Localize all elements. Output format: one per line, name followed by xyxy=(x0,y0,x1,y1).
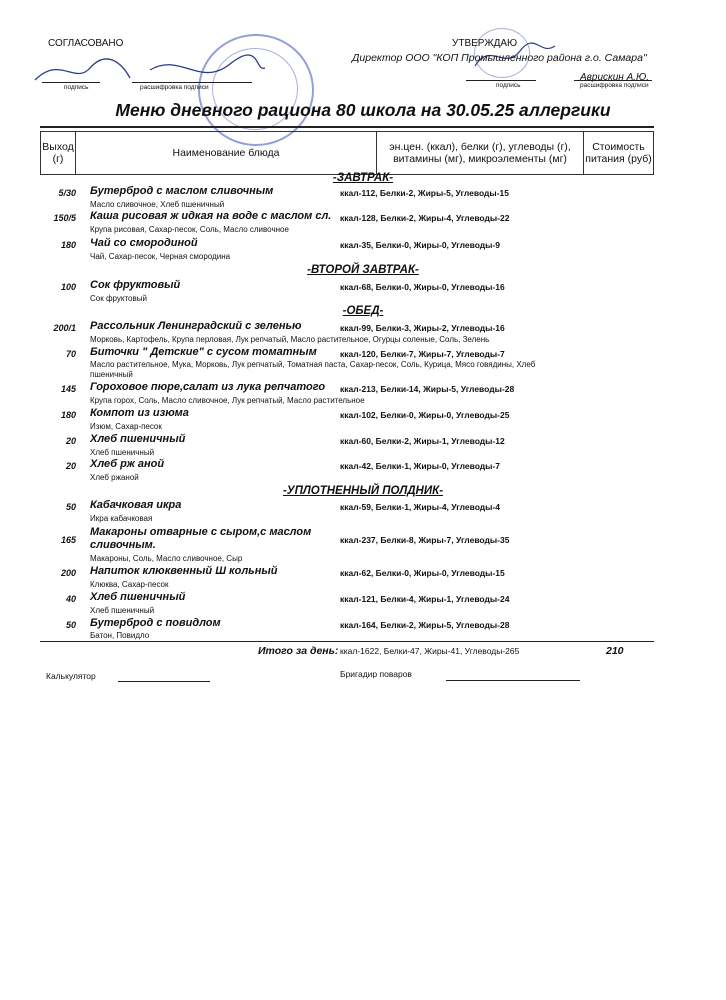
item-nutrition: ккал-128, Белки-2, Жиры-4, Углеводы-22 xyxy=(340,213,510,223)
item-out: 145 xyxy=(60,384,76,394)
item-nutrition: ккал-112, Белки-2, Жиры-5, Углеводы-15 xyxy=(340,188,509,198)
item-name: Кабачковая икра xyxy=(90,499,182,511)
item-name: Компот из изюма xyxy=(90,407,189,419)
section-title: -ОБЕД- xyxy=(342,305,384,317)
calculator-signature-line xyxy=(118,681,210,682)
item-out: 200 xyxy=(60,568,76,578)
item-nutrition: ккал-102, Белки-0, Жиры-0, Углеводы-25 xyxy=(340,410,510,420)
signature-caption-right: подпись xyxy=(496,82,521,89)
page-title: Меню дневного рациона 80 школа на 30.05.25 аллергики xyxy=(115,100,611,120)
item-name: Хлеб рж аной xyxy=(90,458,165,470)
item-ingredients: Клюква, Сахар-песок xyxy=(90,580,169,589)
signature-decode-caption-right: расшифровка подписи xyxy=(580,82,649,89)
item-ingredients: Масло сливочное, Хлеб пшеничный xyxy=(90,200,225,209)
item-out: 180 xyxy=(60,240,76,250)
item-nutrition: ккал-59, Белки-1, Жиры-4, Углеводы-4 xyxy=(340,502,500,512)
item-ingredients: Изюм, Сахар-песок xyxy=(90,422,162,431)
approved-right-label: УТВЕРЖДАЮ xyxy=(452,38,518,49)
approved-left-label: СОГЛАСОВАНО xyxy=(48,38,124,49)
item-ingredients: Сок фруктовый xyxy=(90,294,147,303)
item-ingredients: Макароны, Соль, Масло сливочное, Сыр xyxy=(90,554,243,563)
chief-cook-label: Бригадир поваров xyxy=(340,669,412,679)
item-ingredients: Крупа рисовая, Сахар-песок, Соль, Масло сливочное xyxy=(90,225,289,234)
item-ingredients: Масло растительное, Мука, Морковь, Лук репчатый, Томатная паста, Сахар-песок, Соль, Курица, Мясо говядины, Хлеб пшеничный xyxy=(90,360,536,379)
item-nutrition: ккал-120, Белки-7, Жиры-7, Углеводы-7 xyxy=(340,349,505,359)
item-out: 180 xyxy=(60,410,76,420)
item-name: Сок фруктовый xyxy=(90,279,181,291)
total-label: Итого за день: xyxy=(258,645,339,657)
item-name: Каша рисовая ж идкая на воде с маслом сл. xyxy=(90,210,332,222)
signature-caption: подпись xyxy=(64,84,89,91)
item-ingredients: Хлеб ржаной xyxy=(90,473,139,482)
item-ingredients: Крупа горох, Соль, Масло сливочное, Лук репчатый, Масло растительное xyxy=(90,396,365,405)
item-out: 100 xyxy=(60,282,76,292)
item-out: 165 xyxy=(60,535,76,545)
signature-decode-caption: расшифровка подписи xyxy=(140,84,209,91)
section-title: -ВТОРОЙ ЗАВТРАК- xyxy=(307,264,419,276)
item-out: 150/5 xyxy=(53,213,76,223)
section-title: -ЗАВТРАК- xyxy=(332,172,394,184)
item-name: Бутерброд с маслом сливочным xyxy=(90,185,274,197)
item-ingredients: Морковь, Картофель, Крупа перловая, Лук репчатый, Масло растительное, Огурцы соленые, Соль, Зелень xyxy=(90,335,490,344)
col-cost: Стоимость питания (руб) xyxy=(583,131,654,175)
director-name: Аврискин А.Ю. xyxy=(580,72,650,83)
col-out: Выход (г) xyxy=(40,131,76,175)
item-nutrition: ккал-60, Белки-2, Жиры-1, Углеводы-12 xyxy=(340,436,505,446)
item-ingredients: Хлеб пшеничный xyxy=(90,448,155,457)
item-name: Рассольник Ленинградский с зеленью xyxy=(90,320,302,332)
col-nutrition: эн.цен. (ккал), белки (г), углеводы (г), витамины (мг), микроэлементы (мг) xyxy=(376,131,584,175)
item-out: 50 xyxy=(65,620,76,630)
item-nutrition: ккал-62, Белки-0, Жиры-0, Углеводы-15 xyxy=(340,568,505,578)
item-out: 200/1 xyxy=(53,323,76,333)
item-ingredients: Чай, Сахар-песок, Черная смородина xyxy=(90,252,231,261)
item-nutrition: ккал-99, Белки-3, Жиры-2, Углеводы-16 xyxy=(340,323,505,333)
director-title: Директор ООО "КОП Промышленного района г.о. Самара" xyxy=(352,52,647,64)
item-name: Биточки " Детские" с сусом томатным xyxy=(90,346,317,358)
table-header xyxy=(40,131,654,175)
divider xyxy=(40,126,654,128)
chief-cook-signature-line xyxy=(446,680,580,681)
item-out: 5/30 xyxy=(58,188,76,198)
item-nutrition: ккал-213, Белки-14, Жиры-5, Углеводы-28 xyxy=(340,384,515,394)
item-nutrition: ккал-42, Белки-1, Жиры-0, Углеводы-7 xyxy=(340,461,500,471)
signature-decode-line-right xyxy=(574,80,652,81)
total-cost: 210 xyxy=(606,645,624,657)
item-ingredients: Батон, Повидло xyxy=(90,631,150,640)
total-nutrition: ккал-1622, Белки-47, Жиры-41, Углеводы-265 xyxy=(340,646,520,656)
signature-line-right xyxy=(466,80,536,81)
col-name: Наименование блюда xyxy=(75,131,377,175)
item-out: 20 xyxy=(65,461,76,471)
item-name: Чай со смородиной xyxy=(90,237,198,249)
item-ingredients: Хлеб пшеничный xyxy=(90,606,155,615)
signature-decode-line xyxy=(132,82,252,83)
item-nutrition: ккал-237, Белки-8, Жиры-7, Углеводы-35 xyxy=(340,535,510,545)
item-name: Напиток клюквенный Ш кольный xyxy=(90,565,278,577)
item-ingredients: Икра кабачковая xyxy=(90,514,153,523)
item-name: Гороховое пюре,салат из лука репчатого xyxy=(90,381,326,393)
calculator-label: Калькулятор xyxy=(46,671,96,681)
signature-line xyxy=(42,82,100,83)
item-name: Макароны отварные с сыром,с маслом сливочным. xyxy=(90,526,312,551)
item-out: 70 xyxy=(65,349,76,359)
item-name: Хлеб пшеничный xyxy=(90,591,186,603)
divider xyxy=(40,641,654,642)
item-out: 40 xyxy=(65,594,76,604)
item-nutrition: ккал-35, Белки-0, Жиры-0, Углеводы-9 xyxy=(340,240,500,250)
item-nutrition: ккал-164, Белки-2, Жиры-5, Углеводы-28 xyxy=(340,620,510,630)
item-name: Хлеб пшеничный xyxy=(90,433,186,445)
item-out: 20 xyxy=(65,436,76,446)
item-out: 50 xyxy=(65,502,76,512)
item-nutrition: ккал-121, Белки-4, Жиры-1, Углеводы-24 xyxy=(340,594,510,604)
item-nutrition: ккал-68, Белки-0, Жиры-0, Углеводы-16 xyxy=(340,282,505,292)
item-name: Бутерброд с повидлом xyxy=(90,617,221,629)
section-title: -УПЛОТНЕННЫЙ ПОЛДНИК- xyxy=(282,485,444,497)
